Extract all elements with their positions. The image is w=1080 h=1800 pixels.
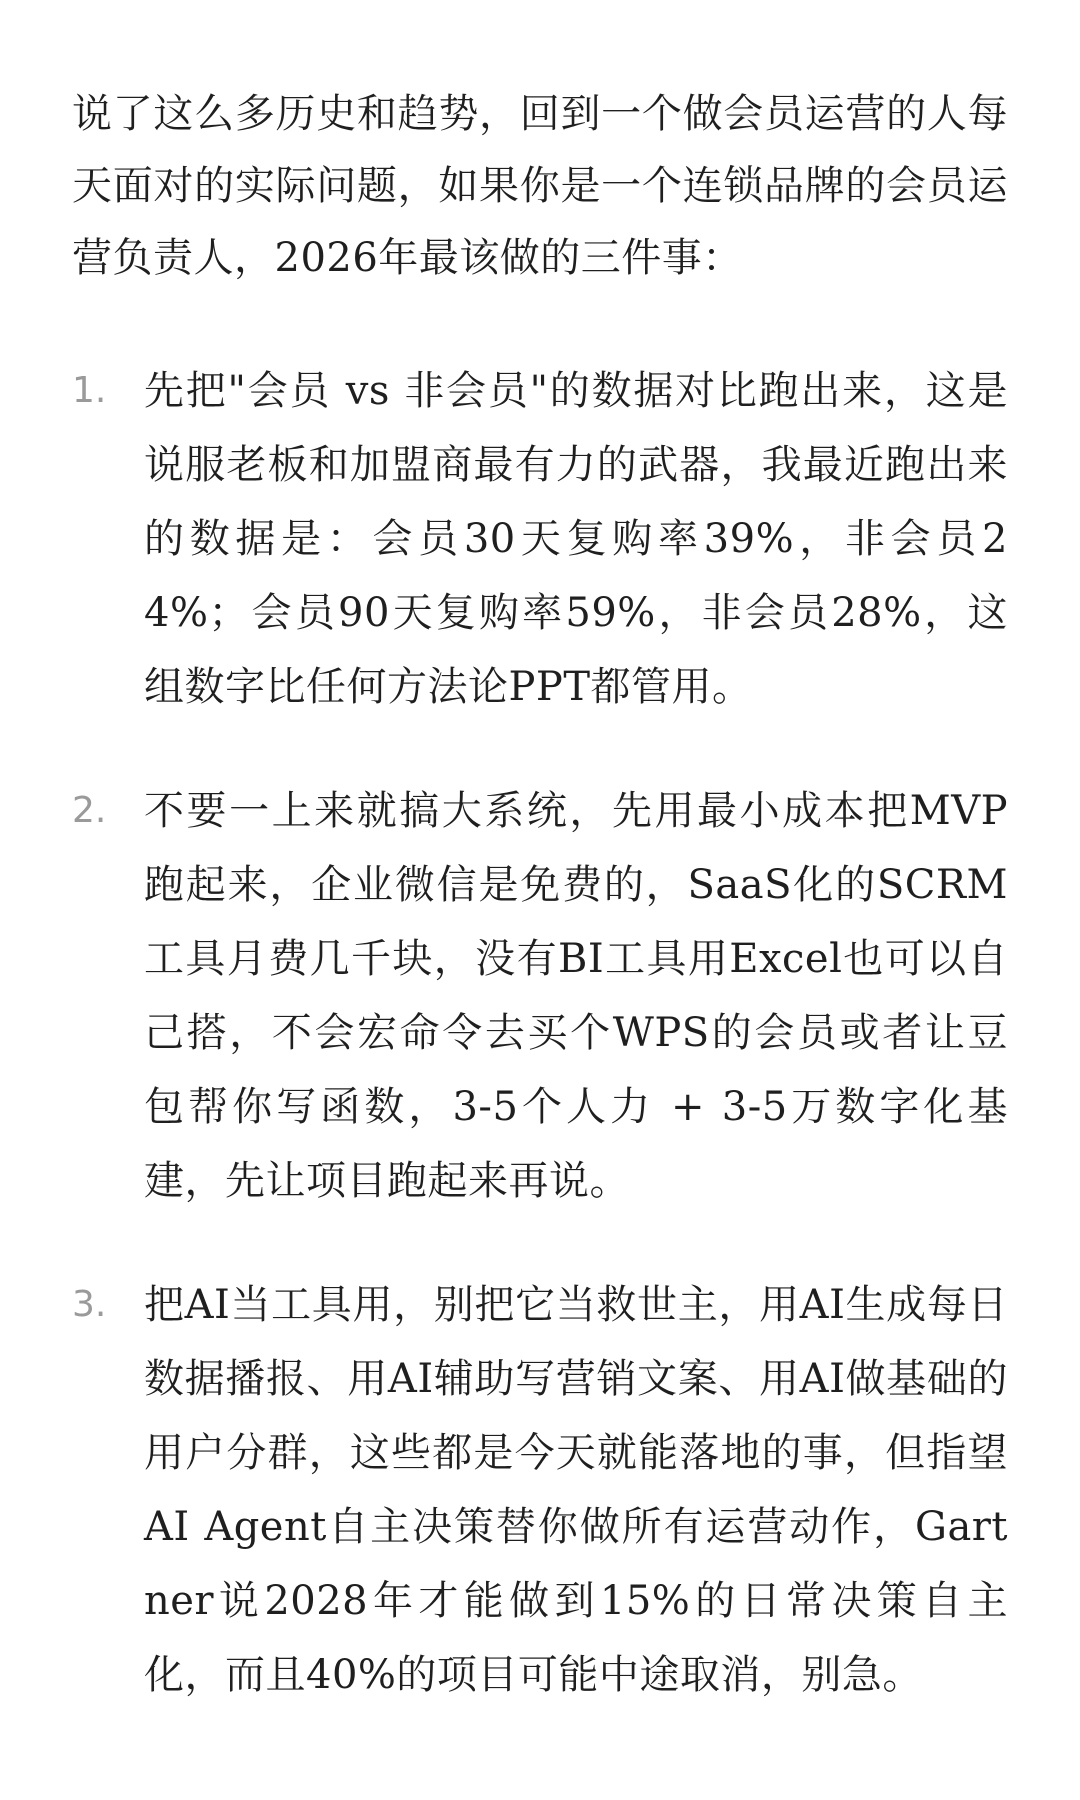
list-item-text: 先把"会员 vs 非会员"的数据对比跑出来，这是说服老板和加盟商最有力的武器，我最近跑出来的数据是：会员30天复购率39%，非会员24%；会员90天复购率59%，非会员28%，这组数字比任何方法论PPT都管用。	[144, 368, 1008, 710]
numbered-list	[72, 354, 1008, 1712]
list-item	[72, 1268, 1008, 1712]
list-item-text: 不要一上来就搞大系统，先用最小成本把MVP跑起来，企业微信是免费的，SaaS化的SCRM工具月费几千块，没有BI工具用Excel也可以自己搭，不会宏命令去买个WPS的会员或者让豆包帮你写函数，3-5个人力 + 3-5万数字化基建，先让项目跑起来再说。	[144, 788, 1008, 1204]
list-item-number: 1.	[72, 370, 107, 411]
list-item-number: 3.	[72, 1284, 107, 1325]
intro-paragraph: 说了这么多历史和趋势，回到一个做会员运营的人每天面对的实际问题，如果你是一个连锁品牌的会员运营负责人，2026年最该做的三件事：	[72, 91, 1008, 281]
list-item	[72, 354, 1008, 724]
article	[72, 78, 1008, 1712]
list-item-number: 2.	[72, 790, 107, 831]
list-item-text: 把AI当工具用，别把它当救世主，用AI生成每日数据播报、用AI辅助写营销文案、用AI做基础的用户分群，这些都是今天就能落地的事，但指望AI Agent自主决策替你做所有运营动作，Gartner说2028年才能做到15%的日常决策自主化，而且40%的项目可能中途取消，别急。	[144, 1282, 1008, 1698]
list-item	[72, 774, 1008, 1218]
